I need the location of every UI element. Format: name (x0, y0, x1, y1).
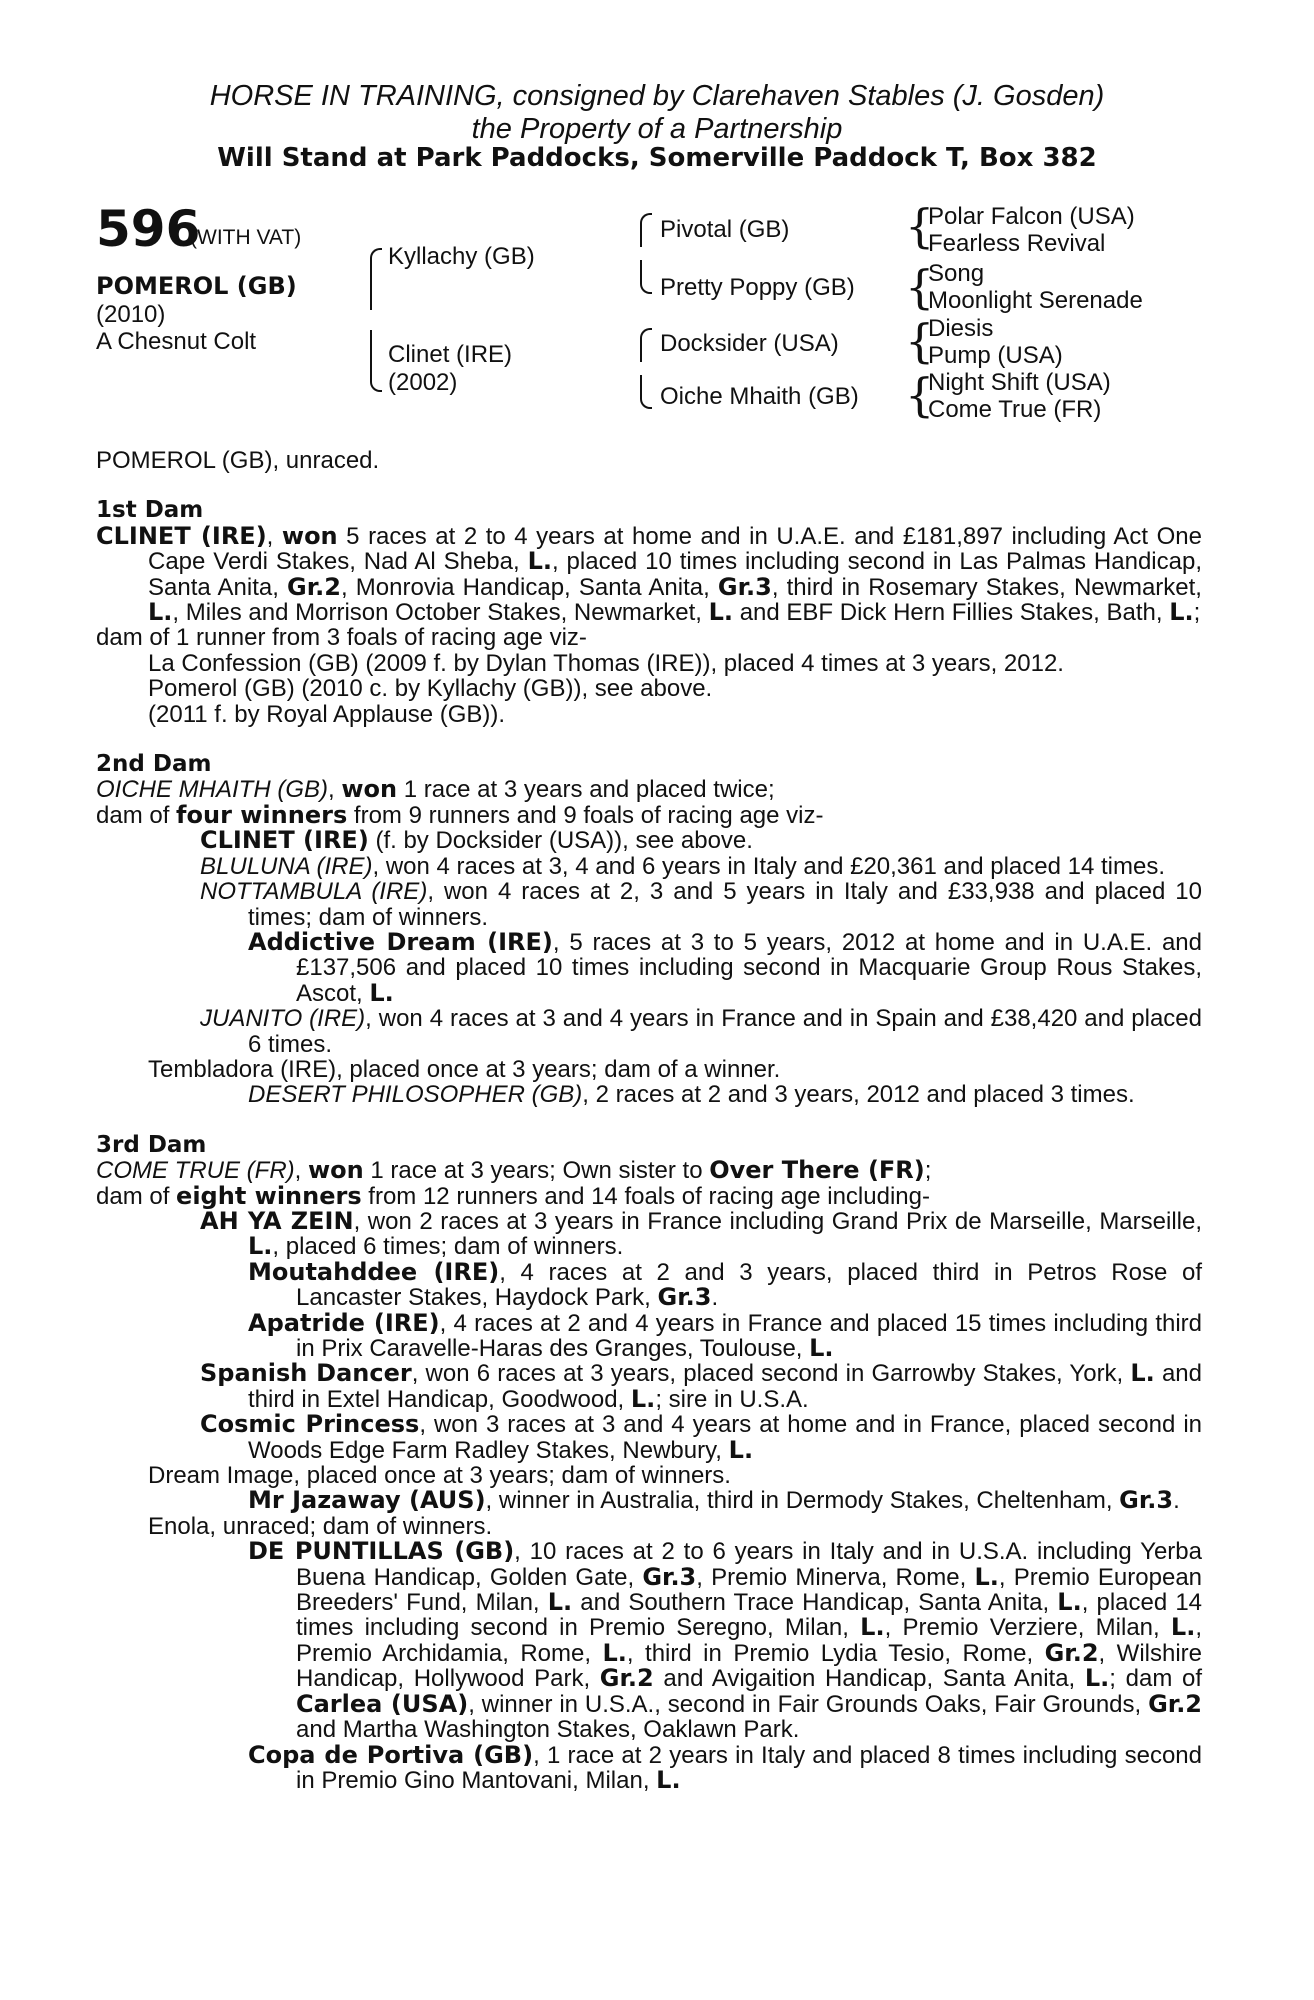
pedigree-sire-dam: Pretty Poppy (GB) (660, 274, 855, 301)
produce-item: (2011 f. by Royal Applause (GB)). (148, 700, 506, 728)
pedigree-dam-sire: Docksider (USA) (660, 330, 839, 357)
produce-item: CLINET (IRE) (f. by Docksider (USA)), see above. (200, 826, 753, 855)
grand-produce-item: Moutahddee (IRE), 4 races at 2 and 3 years, placed third in Petros Rose of Lancaster Stakes, Haydock Park, Gr.3. (248, 1257, 1202, 1312)
horse-name: POMEROL (GB) (96, 272, 297, 300)
intro-line: POMEROL (GB), unraced. (96, 447, 380, 474)
curly-brace-3: { (905, 314, 935, 368)
grand-produce-item: Mr Jazaway (AUS), winner in Australia, third in Dermody Stakes, Cheltenham, Gr.3. (248, 1486, 1180, 1515)
first-dam-heading: 1st Dam (96, 497, 204, 524)
header-location: Will Stand at Park Paddocks, Somerville Paddock T, Box 382 (217, 143, 1097, 173)
curly-brace-2: { (905, 260, 935, 314)
produce-item: Dream Image, placed once at 3 years; dam of winners. (148, 1462, 731, 1490)
pedigree-ssd: Fearless Revival (928, 230, 1106, 257)
pedigree-sdd: Moonlight Serenade (928, 287, 1143, 314)
produce-item: Pomerol (GB) (2010 c. by Kyllachy (GB)), see above. (148, 675, 713, 703)
header-property: the Property of a Partnership (471, 113, 843, 145)
pedigree-sire: Kyllachy (GB) (388, 243, 535, 270)
pedigree-dam-year: (2002) (388, 369, 458, 396)
produce-item: BLULUNA (IRE), won 4 races at 3, 4 and 6 years in Italy and £20,361 and placed 14 times. (200, 852, 1165, 880)
lot-number: 596 (96, 200, 201, 258)
lot-vat: (WITH VAT) (190, 226, 302, 249)
produce-item: Spanish Dancer, won 6 races at 3 years, placed second in Garrowby Stakes, York, L. and third in Extel Handicap, Goodwood, L.; sire in U.S.A. (200, 1359, 1203, 1413)
second-dam-heading: 2nd Dam (96, 751, 212, 778)
produce-item: Enola, unraced; dam of winners. (148, 1512, 493, 1540)
produce-item: Cosmic Princess, won 3 races at 3 and 4 years at home and in France, placed second in Woods Edge Farm Radley Stakes, Newbury, L. (200, 1410, 1202, 1464)
produce-item: NOTTAMBULA (IRE), won 4 races at 2, 3 and 5 years in Italy and £33,938 and placed 10 times; dam of winners. (200, 878, 1202, 931)
horse-year: (2010) (96, 301, 166, 328)
ds-brace (640, 328, 652, 362)
pedigree-dds: Night Shift (USA) (928, 369, 1111, 396)
pedigree-dss: Diesis (928, 315, 994, 342)
first-dam-record: CLINET (IRE), won 5 races at 2 to 4 years at home and in U.A.E. and £181,897 including Act One Cape Verdi Stakes, Nad Al Sheba, L., placed 10 times including second in Las Palmas Handicap, Santa Anita, Gr.2, Monrovia Handicap, Santa Anita, Gr.3, third in Rosemary Stakes, Newmarket, L., Miles and Morrison October Stakes, Newmarket, L. and EBF Dick Hern Fillies Stakes, Bath, L.; (96, 521, 1202, 627)
first-dam-section (96, 498, 1202, 727)
grand-produce-item: DE PUNTILLAS (GB), 10 races at 2 to 6 years in Italy and in U.S.A. including Yerba Buena Handicap, Golden Gate, Gr.3, Premio Minerva, Rome, L., Premio European Breeders' Fund, Milan, L. and Southern Trace Handicap, Santa Anita, L., placed 14 times including second in Premio Seregno, Milan, L., Premio Verziere, Milan, L., Premio Archidamia, Rome, L., third in Premio Lydia Tesio, Rome, Gr.2, Wilshire Handicap, Hollywood Park, Gr.2 and Avigaition Handicap, Santa Anita, L.; dam of Carlea (USA), winner in U.S.A., second in Fair Grounds Oaks, Fair Grounds, Gr.2 and Martha Washington Stakes, Oaklawn Park. (248, 1537, 1203, 1744)
pedigree-sds: Song (928, 260, 985, 287)
grand-produce-item: Copa de Portiva (GB), 1 race at 2 years in Italy and placed 8 times including second in Premio Gino Mantovani, Milan, L. (248, 1740, 1202, 1794)
sd-brace (640, 260, 652, 294)
header-consignor: HORSE IN TRAINING, consigned by Clarehaven Stables (J. Gosden) (209, 80, 1105, 112)
pedigree-dsd: Pump (USA) (928, 342, 1063, 369)
sire-brace (370, 248, 382, 310)
pedigree-ddd: Come True (FR) (928, 396, 1102, 423)
second-dam-record: OICHE MHAITH (GB), won 1 race at 3 years and placed twice; (96, 775, 775, 804)
pedigree-sire-sire: Pivotal (GB) (660, 216, 790, 243)
second-dam-section (96, 752, 1202, 1108)
pedigree-dam: Clinet (IRE) (388, 341, 513, 368)
produce-item: Tembladora (IRE), placed once at 3 years; dam of a winner. (148, 1055, 781, 1083)
ss-brace (640, 213, 652, 247)
curly-brace-4: { (905, 368, 935, 422)
pedigree-dam-dam: Oiche Mhaith (GB) (660, 383, 859, 410)
grand-produce-item: Apatride (IRE), 4 races at 2 and 4 years in France and placed 15 times including third in Prix Caravelle-Haras des Granges, Toulouse, L. (248, 1308, 1202, 1362)
produce-item: AH YA ZEIN, won 2 races at 3 years in France including Grand Prix de Marseille, Marseille, L., placed 6 times; dam of winners. (200, 1206, 1203, 1261)
dam-brace (370, 330, 382, 392)
third-dam-heading: 3rd Dam (96, 1131, 207, 1158)
dd-brace (640, 375, 652, 409)
third-dam-record: COME TRUE (FR), won 1 race at 3 years; Own sister to Over There (FR); (96, 1156, 932, 1185)
pedigree-sss: Polar Falcon (USA) (928, 203, 1135, 230)
third-dam-produce-summary: dam of eight winners from 12 runners and 14 foals of racing age including- (96, 1181, 930, 1210)
produce-item: La Confession (GB) (2009 f. by Dylan Thomas (IRE)), placed 4 times at 3 years, 2012. (148, 649, 1064, 677)
first-dam-produce-summary: dam of 1 runner from 3 foals of racing age viz- (96, 624, 587, 652)
second-dam-produce-summary: dam of four winners from 9 runners and 9 foals of racing age viz- (96, 800, 824, 829)
grand-produce-item: Addictive Dream (IRE), 5 races at 3 to 5 years, 2012 at home and in U.A.E. and £137,506 and placed 10 times including second in Macquarie Group Rous Stakes, Ascot, L. (248, 927, 1202, 1007)
produce-item: JUANITO (IRE), won 4 races at 3 and 4 years in France and in Spain and £38,420 and placed 6 times. (200, 1005, 1202, 1058)
third-dam-section (96, 1133, 1202, 1794)
horse-description: A Chesnut Colt (96, 328, 257, 355)
catalogue-body (96, 448, 1202, 1793)
grand-produce-item: DESERT PHILOSOPHER (GB), 2 races at 2 and 3 years, 2012 and placed 3 times. (248, 1081, 1135, 1109)
curly-brace-1: { (905, 199, 935, 253)
